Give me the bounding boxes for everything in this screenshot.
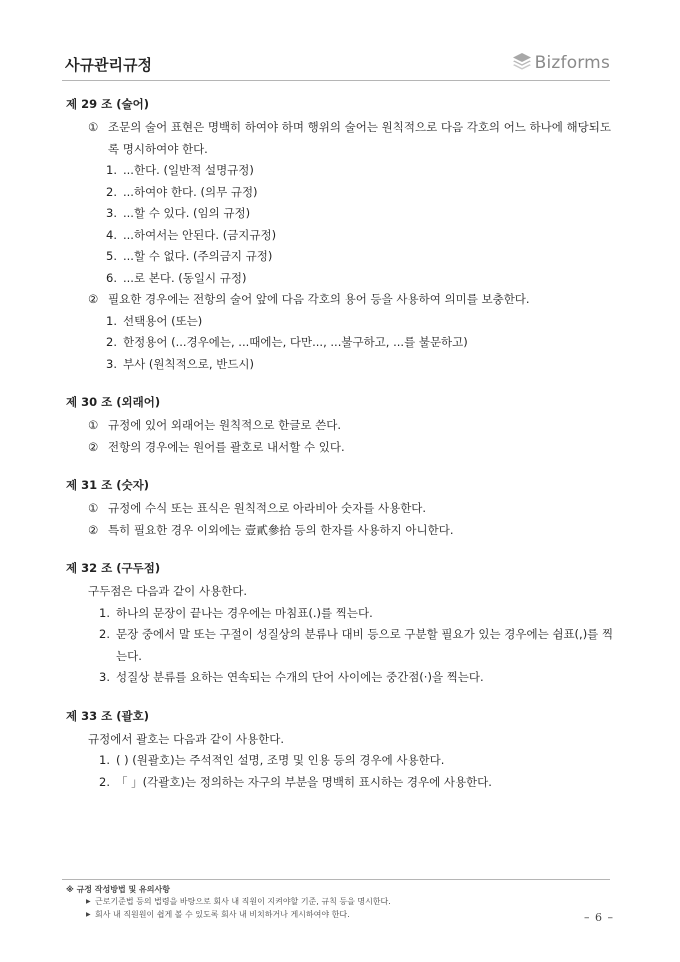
paragraph <box>66 520 614 542</box>
article-33 <box>66 708 614 794</box>
list-item <box>66 332 614 354</box>
list-item <box>66 268 614 290</box>
item-text: ...로 본다. (동일시 규정) <box>123 270 247 285</box>
item-text: ( ) (원괄호)는 주석적인 설명, 조명 및 인용 등의 경우에 사용한다. <box>116 753 445 767</box>
article-title: 제 33 조 (괄호) <box>66 708 149 723</box>
list-item <box>66 667 614 689</box>
page-number: – 6 – <box>584 911 614 924</box>
brand-name: Bizforms <box>534 53 610 73</box>
item-number: 6. <box>106 270 117 285</box>
item-number: 1. <box>106 313 117 328</box>
item-text: ...한다. (일반적 설명규정) <box>123 163 254 177</box>
item-number: 1. <box>99 753 110 767</box>
footer-note-item <box>66 908 391 921</box>
article-title: 제 31 조 (숫자) <box>66 478 149 492</box>
stacked-layers-icon <box>512 52 532 74</box>
paragraph-text: 특히 필요한 경우 이외에는 壹貳參拾 등의 한자를 사용하지 아니한다. <box>108 522 454 537</box>
article-31 <box>66 477 614 541</box>
article-title: 제 30 조 (외래어) <box>66 395 161 409</box>
footer-divider <box>62 879 610 880</box>
item-text: ...하여서는 안된다. (금지규정) <box>123 227 277 242</box>
paragraph-number: ② <box>88 292 99 306</box>
footer-note <box>66 884 391 921</box>
article-29 <box>66 96 614 375</box>
footer-note-text: 회사 내 직원원이 쉽게 볼 수 있도록 회사 내 비치하거나 게시하여야 한다. <box>95 910 350 919</box>
list-item <box>66 225 614 247</box>
paragraph <box>66 437 614 459</box>
paragraph <box>66 289 614 311</box>
item-text: 부사 (원칙적으로, 반드시) <box>123 356 255 371</box>
item-number: 4. <box>106 227 117 242</box>
paragraph-text: 규정에 수식 또는 표식은 원칙적으로 아라비아 숫자를 사용한다. <box>108 501 427 515</box>
item-number: 1. <box>99 605 110 620</box>
paragraph-text: 전항의 경우에는 원어를 괄호로 내서할 수 있다. <box>108 439 345 454</box>
list-item <box>66 750 614 772</box>
article-title: 제 29 조 (술어) <box>66 97 149 111</box>
item-number: 3. <box>106 356 117 371</box>
paragraph <box>66 415 614 437</box>
item-text: 성질상 분류를 요하는 연속되는 수개의 단어 사이에는 중간점(·)을 찍는다. <box>116 670 484 684</box>
item-number: 5. <box>106 249 117 263</box>
item-text: ...하여야 한다. (의무 규정) <box>123 184 258 199</box>
paragraph-text: 조문의 술어 표현은 명백히 하여야 하며 행위의 술어는 원칙적으로 다음 각호의 어느 하나에 해당되도록 명시하여야 한다. <box>108 120 611 156</box>
list-item <box>66 203 614 225</box>
item-number: 2. <box>99 627 110 641</box>
article-intro: 규정에서 괄호는 다음과 같이 사용한다. <box>88 731 285 746</box>
item-number: 2. <box>106 184 117 199</box>
page-header <box>62 50 610 80</box>
item-text: ...할 수 없다. (주의금지 규정) <box>123 249 273 263</box>
item-text: 문장 중에서 말 또는 구절이 성질상의 분류나 대비 등으로 구분할 필요가 있는 경우에는 쉼표(,)를 찍는다. <box>116 627 614 663</box>
article-32 <box>66 560 614 689</box>
item-text: 하나의 문장이 끝나는 경우에는 마침표(.)를 찍는다. <box>116 605 373 620</box>
paragraph-text: 필요한 경우에는 전항의 술어 앞에 다음 각호의 용어 등을 사용하여 의미를 보충한다. <box>108 292 530 306</box>
item-text: 선택용어 (또는) <box>123 313 203 328</box>
list-item <box>66 182 614 204</box>
list-item <box>66 772 614 794</box>
item-number: 2. <box>99 774 110 789</box>
list-item <box>66 603 614 625</box>
header-divider <box>62 80 610 81</box>
paragraph-number: ② <box>88 439 99 454</box>
triangle-bullet-icon: ▶ <box>86 898 91 905</box>
paragraph-number: ① <box>88 120 99 134</box>
footer-note-title: ※ 규정 작성방법 및 유의사항 <box>66 885 170 894</box>
list-item <box>66 354 614 376</box>
item-text: ...할 수 있다. (임의 규정) <box>123 206 251 220</box>
item-text: 한정용어 (...경우에는, ...때에는, 다만..., ...불구하고, ...를 불문하고) <box>123 335 468 349</box>
list-item <box>66 246 614 268</box>
paragraph-number: ① <box>88 418 99 432</box>
item-number: 3. <box>99 670 110 684</box>
item-number: 2. <box>106 335 117 349</box>
document-body <box>66 96 614 812</box>
article-intro: 구두점은 다음과 같이 사용한다. <box>88 584 248 598</box>
paragraph <box>66 498 614 520</box>
item-text: 「 」(각괄호)는 정의하는 자구의 부분을 명백히 표시하는 경우에 사용한다. <box>116 774 492 789</box>
item-number: 3. <box>106 206 117 220</box>
footer-note-text: 근로기준법 등의 법령을 바탕으로 회사 내 직원이 지켜야할 기준, 규칙 등을 명시한다. <box>95 897 391 906</box>
list-item <box>66 311 614 333</box>
paragraph-number: ① <box>88 501 99 515</box>
paragraph-number: ② <box>88 522 99 537</box>
list-item <box>66 624 614 667</box>
document-title: 사규관리규정 <box>65 56 152 74</box>
list-item <box>66 160 614 182</box>
item-number: 1. <box>106 163 117 177</box>
article-title: 제 32 조 (구두점) <box>66 561 161 575</box>
article-30 <box>66 394 614 458</box>
paragraph <box>66 117 614 160</box>
triangle-bullet-icon: ▶ <box>86 911 91 918</box>
brand-logo <box>512 52 610 74</box>
footer-note-item <box>66 895 391 908</box>
paragraph-text: 규정에 있어 외래어는 원칙적으로 한글로 쓴다. <box>108 418 342 432</box>
